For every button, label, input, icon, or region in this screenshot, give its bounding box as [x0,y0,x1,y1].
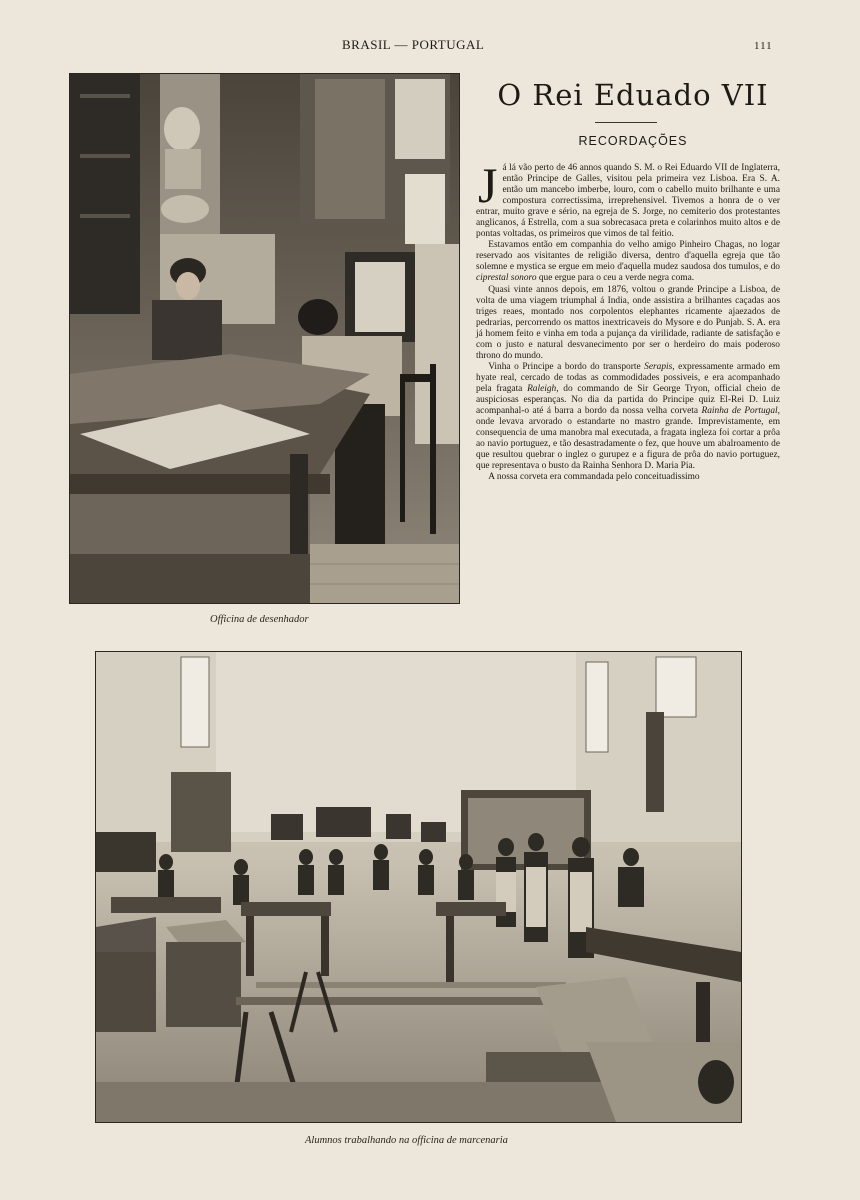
dropcap: J [478,157,498,213]
paragraph-3: Quasi vinte annos depois, em 1876, voltou o grande Principe a Lisboa, de volta de uma viagem triumphal á India, onde assistira a brilhantes caçadas aos triges reaes, montado nos corpolentos elephantes ricamente ajaezados de pedrarias, percorrendo os mattos inextricaveis do Mysore e do Punjab. S. A. era já homem feito e vinha em toda a pujança da virilidade, radiante de satisfação e com o justo e natural desvanecimento por ser o herdeiro do mais poderoso throno do mundo. [476,284,780,361]
paragraph-5: A nossa corveta era commandada pelo conceituadissimo [488,472,700,483]
bottom-photo-caption: Alumnos trabalhando na officina de marcenaria [305,1135,508,1146]
paragraph-4: Vinha o Principe a bordo do transporte Serapis, expressamente armado em hyate real, cercado de todas as commodidades possiveis, e era acompanhado pela fragata Raleigh, do commando de Sir George Tryon, official cheio de auspiciosas esperanças. No dia da partida do Principe quiz El-Rei D. Luiz acompanhal-o até á barra a bordo da nossa velha corveta Rainha de Portugal, onde levava arvorado o estandarte no mastro grande. Imprevistamente, em consequencia de uma manobra mal executada, a fragata ingleza foi cortar a prôa ao navio portuguez, e tão desastradamente o fez, que houve um abalroamento de que resultou quebrar o inglez o gurupez e a figura de prôa do navio portuguez, que representava o busto da Rainha Senhora D. Maria Pia. [476,361,781,472]
top-photo-caption: Officina de desenhador [210,614,309,625]
carpentry-workshop-photo [95,651,742,1123]
article-body [476,157,781,483]
drafting-workshop-image [70,74,459,603]
title-rule [595,122,657,123]
paragraph-1: Já lá vão perto de 46 annos quando S. M. o Rei Eduardo VII de Inglaterra, então Principe de Galles, visitou pela primeira vez Lisboa. Era S. A. então um mancebo imberbe, louro, com o cabello muito brilhante e uma compostura correctissima, irreprehensivel. Tivemos a honra de o ver entrar, muito grave e sério, na egreja de S. Jorge, no cemiterio dos protestantes anglicanos, á Estrella, com a sua sobrecasaca preta e colarinhos muito altos e de pontas voltadas, os primeiros que vimos de tal feitio. [476,157,780,240]
page-number: 111 [754,40,773,52]
article-title: O Rei Eduado VII [497,78,769,112]
article-subtitle: RECORDAÇÕES [578,134,688,148]
running-header: BRASIL — PORTUGAL [342,37,485,52]
paragraph-2: Estavamos então em companhia do velho amigo Pinheiro Chagas, no logar reservado aos visitantes de religião diversa, dentro d'aquella egreja que tão solemne e mystica se ergue em meio d'aquella mudez saudosa dos tumulos, e do ciprestal sonoro que ergue para o ceu a verde negra coma. [476,240,780,284]
drafting-workshop-photo [69,73,460,604]
carpentry-workshop-image [96,652,741,1122]
